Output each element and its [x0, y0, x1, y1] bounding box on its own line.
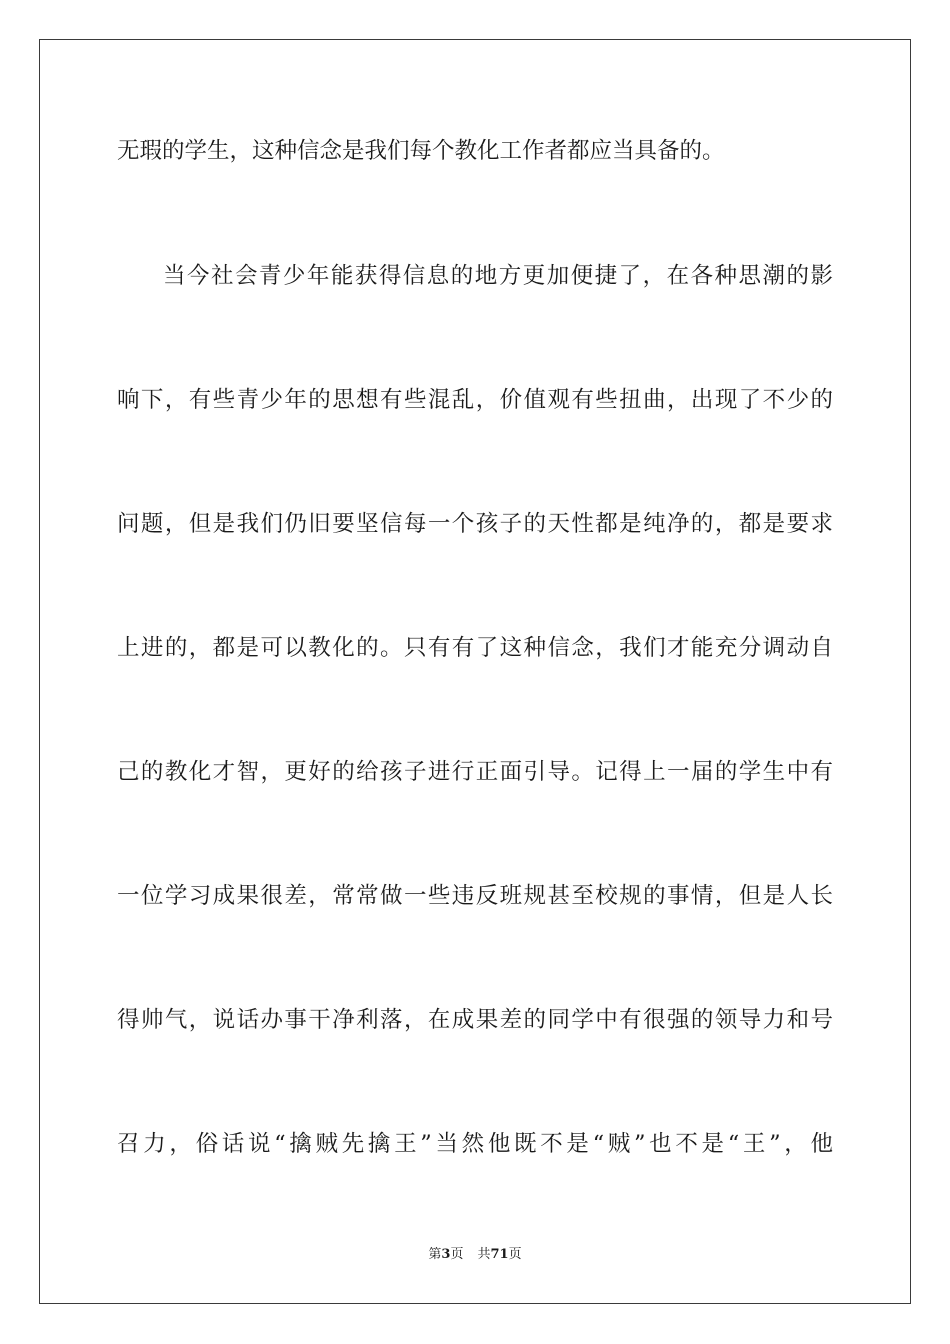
text-line: 上进的，都是可以教化的。只有有了这种信念，我们才能充分调动自 [117, 635, 833, 661]
text-line: 己的教化才智，更好的给孩子进行正面引导。记得上一届的学生中有 [117, 759, 833, 785]
text-line: 响下，有些青少年的思想有些混乱，价值观有些扭曲，出现了不少的 [117, 387, 833, 413]
page-number: 3 [441, 1247, 451, 1262]
total-suffix: 页 [508, 1247, 522, 1262]
text-line: 得帅气，说话办事干净利落，在成果差的同学中有很强的领导力和号 [117, 1007, 833, 1033]
text-line: 一位学习成果很差，常常做一些违反班规甚至校规的事情，但是人长 [117, 883, 833, 909]
total-pages: 71 [490, 1247, 509, 1262]
page-footer [0, 1246, 950, 1264]
text-line: 问题，但是我们仍旧要坚信每一个孩子的天性都是纯净的，都是要求 [117, 511, 833, 537]
page-border [39, 39, 911, 1304]
page-suffix: 页 [450, 1247, 464, 1262]
text-line: 无瑕的学生，这种信念是我们每个教化工作者都应当具备的。 [117, 138, 725, 164]
total-prefix: 共 [477, 1247, 491, 1262]
text-line: 当今社会青少年能获得信息的地方更加便捷了，在各种思潮的影 [163, 263, 833, 289]
text-line: 召力，俗话说“擒贼先擒王”当然他既不是“贼”也不是“王”，他 [117, 1131, 833, 1157]
page-prefix: 第 [428, 1247, 442, 1262]
